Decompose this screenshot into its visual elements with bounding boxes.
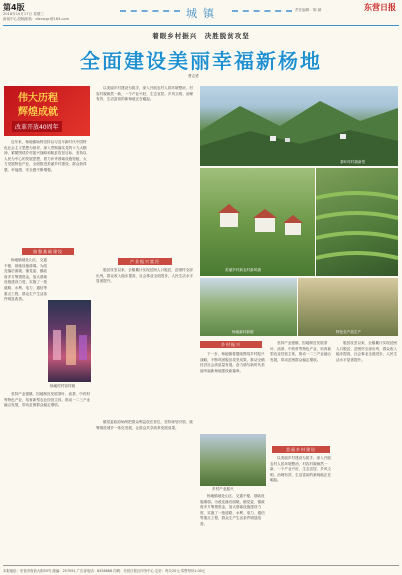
column-4b <box>270 456 332 560</box>
caption-mountain-village: 茶叶村村貌新景 <box>340 160 366 164</box>
subhead-beautiful-village: 美丽乡村建设 <box>272 446 330 453</box>
paragraph-2: 坚持产业强镇，因地制宜发展茶叶、油茶、中药材等特色产业，培育新型农业经营主体，推动一二三产业融合发展，带动贫困群众稳定增收。 <box>4 392 91 408</box>
banner-line-2: 辉煌成就 <box>18 107 58 118</box>
caption-new-village: 美丽乡村新农村新风貌 <box>225 268 261 272</box>
column-1b <box>4 258 48 388</box>
photo-mountain-village <box>200 86 398 166</box>
banner-line-3: 改革开放40周年 <box>12 121 62 132</box>
column-2c <box>96 420 194 560</box>
section-title: 城镇 <box>186 7 220 20</box>
subhead-rural-revitalization: 乡村振兴 <box>200 341 262 348</box>
page-number: 第4版 <box>3 3 25 12</box>
caption-hillside: 杨地新村新貌 <box>232 330 254 334</box>
issue-date: 2018年10月17日 星期三 <box>3 12 44 16</box>
photo-tea-garden <box>316 168 398 276</box>
section-dash-right <box>232 10 292 12</box>
responsible-editor: 责任编辑：陈 颖 <box>295 8 322 12</box>
photo-farm-product <box>298 278 398 336</box>
column-1 <box>4 140 90 244</box>
paragraph-10: 脱贫攻坚以来，全镇累计实现贫困人口脱贫，贫困村全部出列，群众收入稳步提高，社会事业全面进步，人民生活水平显著提升。 <box>336 341 398 362</box>
paragraph-4: 脱贫攻坚以来，全镇累计实现贫困人口脱贫，贫困村全部出列，群众收入稳步提高，社会事业全面进步，人民生活水平显著提升。 <box>96 268 194 284</box>
subhead-industry: 产业振兴富民 <box>118 258 172 265</box>
section-dash-left <box>120 10 180 12</box>
paragraph-3: 以美丽乡村建设为抓手，深入开展农村人居环境整治，村容村貌焕然一新，一个产业兴旺、生态宜居、乡风文明、治理有效、生活富裕的新杨地正在崛起。 <box>96 86 194 102</box>
byline: 曹志勇 <box>188 74 199 78</box>
column-1c <box>4 392 92 557</box>
column-3b <box>200 494 266 560</box>
photo-industry <box>200 434 266 486</box>
banner-line-1: 伟大历程 <box>18 93 58 104</box>
page-footer: 本报地址：东营市府前大街55号 邮编：257091 广告部电话：8358888 印刷：东营日报社印务中心 定价：每月20元 零售每份1.00元 <box>3 565 399 573</box>
village-graphic <box>200 168 315 276</box>
column-3 <box>200 352 266 432</box>
caption-industry: 乡村产业振兴 <box>212 487 234 491</box>
paragraph-1: 杨地镇地处山区，交通不便，基础设施薄弱。为改变落后面貌，镇党委、镇政府多方筹措资金，加大基础设施建设力度，实施了一批道路、水利、电力、通信等重点工程，群众生产生活条件明显改善。 <box>4 258 48 302</box>
header-rule <box>3 25 399 26</box>
photo-new-village <box>200 168 315 276</box>
column-2 <box>96 86 194 256</box>
kicker: 着眼乡村振兴 决胜脱贫攻坚 <box>152 32 250 40</box>
lights-graphic <box>48 300 91 382</box>
photo-hillside <box>200 278 297 336</box>
paragraph-8: 坚持产业强镇，因地制宜发展茶叶、油茶、中药材等特色产业，培育新型农业经营主体，推动一二三产业融合发展，带动贫困群众稳定增收。 <box>270 341 332 362</box>
photo-night-village <box>48 300 91 382</box>
caption-night-village: 杨地村村容村貌 <box>50 384 76 388</box>
newspaper-masthead: 东营日报 <box>364 2 396 12</box>
tea-rows-graphic <box>316 168 398 276</box>
mountain-graphic <box>200 86 398 166</box>
paragraph-7: 杨地镇地处山区，交通不便，基础设施薄弱。为改变落后面貌，镇党委、镇政府多方筹措资金，加大基础设施建设力度，实施了一批道路、水利、电力、通信等重点工程，群众生产生活条件明显改善。 <box>200 494 265 526</box>
paragraph-9: 以美丽乡村建设为抓手，深入开展农村人居环境整治，村容村貌焕然一新，一个产业兴旺、生态宜居、乡风文明、治理有效、生活富裕的新杨地正在崛起。 <box>270 456 332 483</box>
intro-paragraph: 近年来，杨地镇始终坚持以习近平新时代中国特色社会主义思想为指导，深入贯彻落实党的十九大精神，紧紧围绕乡村振兴战略和脱贫攻坚目标，坚持以人民为中心的发展思想，着力补齐基础设施短板，大力发展特色产业，全面推进美丽乡村建设，群众获得感、幸福感、安全感不断增强。 <box>4 140 87 172</box>
editor-info: 新闻中心投稿邮箱：dlzxwgc@163.com <box>3 17 70 21</box>
caption-farm-product: 特色农产品生产 <box>336 330 362 334</box>
paragraph-6: 下一步，杨地镇将继续围绕乡村振兴战略，不断巩固脱贫攻坚成果，推动全镇经济社会高质量发展，奋力谱写新时代美丽幸福新杨地建设新篇章。 <box>200 352 265 373</box>
column-2b <box>96 268 194 418</box>
main-headline: 全面建设美丽幸福新杨地 <box>80 49 322 73</box>
column-5 <box>336 341 398 561</box>
subhead-infrastructure: 加强基础建设 <box>22 248 74 255</box>
anniversary-banner <box>4 86 90 136</box>
column-4 <box>270 341 332 441</box>
paragraph-5: 镇党委政府始终把群众利益放在首位，坚持规划引领，统筹推进城乡一体化发展，让群众共享改革发展成果。 <box>96 420 193 430</box>
page-header <box>0 0 402 26</box>
